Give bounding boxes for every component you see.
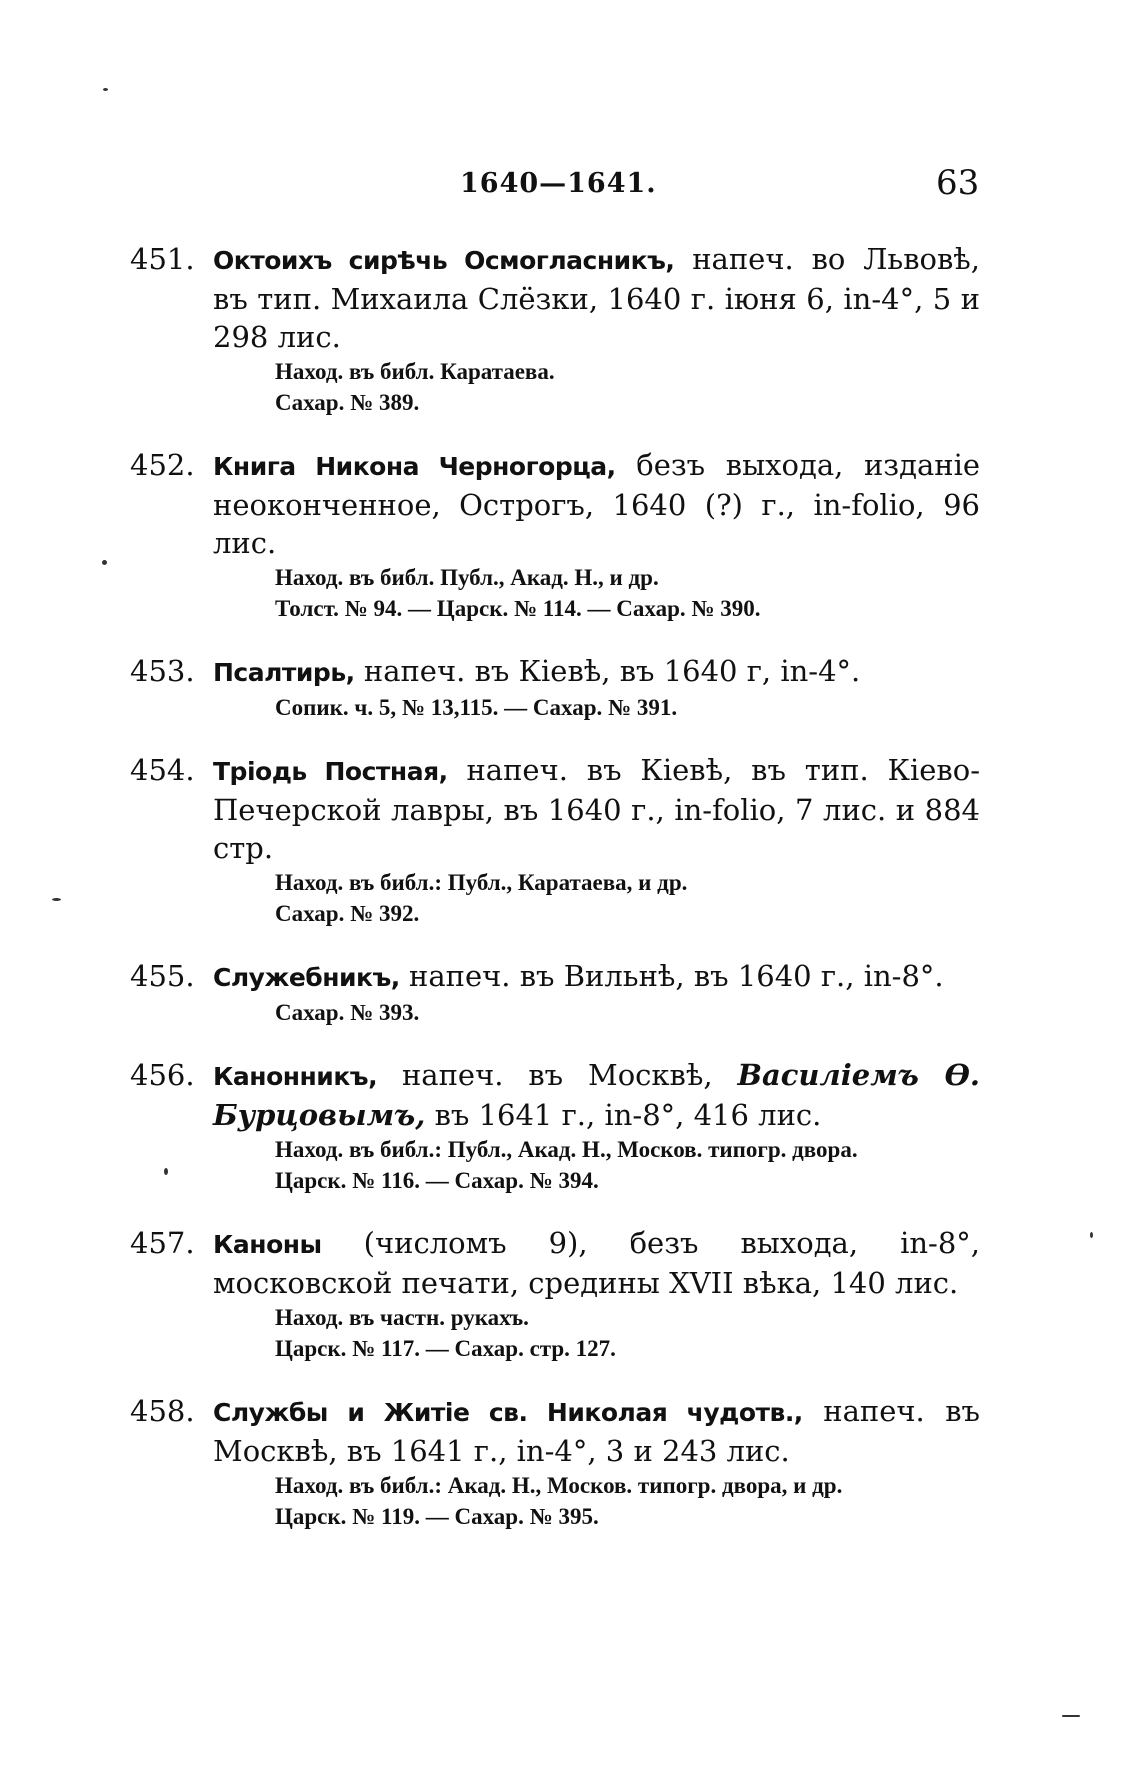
entry-note: Сахар. № 392. (275, 901, 420, 926)
entry-note: Наход. въ библ.: Акад. Н., Москов. типогр. двора, и др. (275, 1473, 843, 1498)
entry-body (213, 1224, 980, 1302)
entry-455 (130, 957, 980, 1028)
entry-note: Наход. въ библ.: Публ., Акад. Н., Москов. типогр. двора. (275, 1137, 858, 1162)
print-speck (52, 898, 61, 901)
entry-453 (130, 652, 980, 723)
entry-description: напеч. во Львовѣ, въ тип. Михаила Слёзки, 1640 г. іюня 6, in-4°, 5 и 298 лис. (213, 242, 981, 354)
entry-body (213, 240, 980, 356)
entry-note: Сахар. № 389. (275, 390, 420, 415)
print-speck (1090, 1232, 1093, 1238)
entry-note: Наход. въ библ. Публ., Акад. Н., и др. (275, 565, 659, 590)
entry-description: (числомъ 9), безъ выхода, in-8°, московской печати, средины XVII вѣка, 140 лис. (213, 1226, 980, 1300)
bibliography-entries (130, 240, 980, 1560)
entry-454 (130, 751, 980, 929)
entry-description-start: напеч. въ Москвѣ, (377, 1058, 738, 1092)
entry-description: напеч. въ Москвѣ, въ 1641 г., in-4°, 3 и 243 лис. (213, 1394, 980, 1468)
entry-body (213, 1392, 980, 1470)
entry-452 (130, 446, 980, 624)
entry-description: напеч. въ Вильнѣ, въ 1640 г., in-8°. (399, 959, 944, 993)
entry-note: Царск. № 116. — Сахар. № 394. (275, 1168, 599, 1193)
entry-number: 451. (130, 242, 195, 276)
entry-description: въ 1641 г., in-8°, 416 лис. (425, 1098, 822, 1132)
entry-description: напеч. въ Кіевѣ, въ 1640 г, in-4°. (354, 654, 861, 688)
entry-note: Сопик. ч. 5, № 13,115. — Сахар. № 391. (275, 695, 678, 720)
entry-number: 457. (130, 1226, 195, 1260)
entry-number: 452. (130, 448, 195, 482)
entry-printer-name: Василіемъ Ѳ. Бурцовымъ, (213, 1058, 980, 1132)
entry-number: 458. (130, 1394, 195, 1428)
entry-title: Службы и Житіе св. Николая чудотв., (213, 1398, 803, 1427)
entry-note: Сахар. № 393. (275, 1000, 420, 1025)
entry-457 (130, 1224, 980, 1364)
entry-description: безъ выхода, изданіе неоконченное, Острогъ, 1640 (?) г., in-folio, 96 лис. (213, 448, 981, 560)
running-head: 1640—1641. (460, 168, 657, 199)
entry-458 (130, 1392, 980, 1532)
entry-number: 456. (130, 1058, 195, 1092)
entry-456 (130, 1056, 980, 1196)
print-speck (164, 1168, 168, 1175)
entry-title: Тріодь Постная, (213, 757, 448, 786)
entry-description: напеч. въ Кіевѣ, въ тип. Кіево-Печерской лавры, въ 1640 г., in-folio, 7 лис. и 884 стр. (213, 753, 980, 865)
print-speck (103, 88, 108, 91)
entry-body (213, 957, 980, 997)
print-speck (1062, 1715, 1080, 1717)
entry-title: Канонникъ, (213, 1062, 378, 1091)
entry-title: Служебникъ, (213, 963, 400, 992)
entry-body (213, 1056, 980, 1134)
entry-body (213, 652, 980, 692)
entry-title: Каноны (213, 1230, 322, 1259)
entry-body (213, 446, 980, 562)
entry-number: 454. (130, 753, 195, 787)
entry-note: Наход. въ библ. Каратаева. (275, 359, 555, 384)
entry-451 (130, 240, 980, 418)
entry-body (213, 751, 980, 867)
page-number: 63 (936, 163, 980, 203)
entry-note: Толст. № 94. — Царск. № 114. — Сахар. № 390. (275, 596, 761, 621)
entry-note: Наход. въ частн. рукахъ. (275, 1305, 529, 1330)
entry-title: Октоихъ сирѣчь Осмогласникъ, (213, 246, 675, 275)
entry-note: Царск. № 117. — Сахар. стр. 127. (275, 1336, 616, 1361)
entry-title: Книга Никона Черногорца, (213, 452, 616, 481)
print-speck (102, 560, 107, 565)
entry-note: Наход. въ библ.: Публ., Каратаева, и др. (275, 870, 688, 895)
entry-number: 453. (130, 654, 195, 688)
entry-number: 455. (130, 959, 195, 993)
entry-title: Псалтирь, (213, 658, 355, 687)
entry-note: Царск. № 119. — Сахар. № 395. (275, 1504, 599, 1529)
